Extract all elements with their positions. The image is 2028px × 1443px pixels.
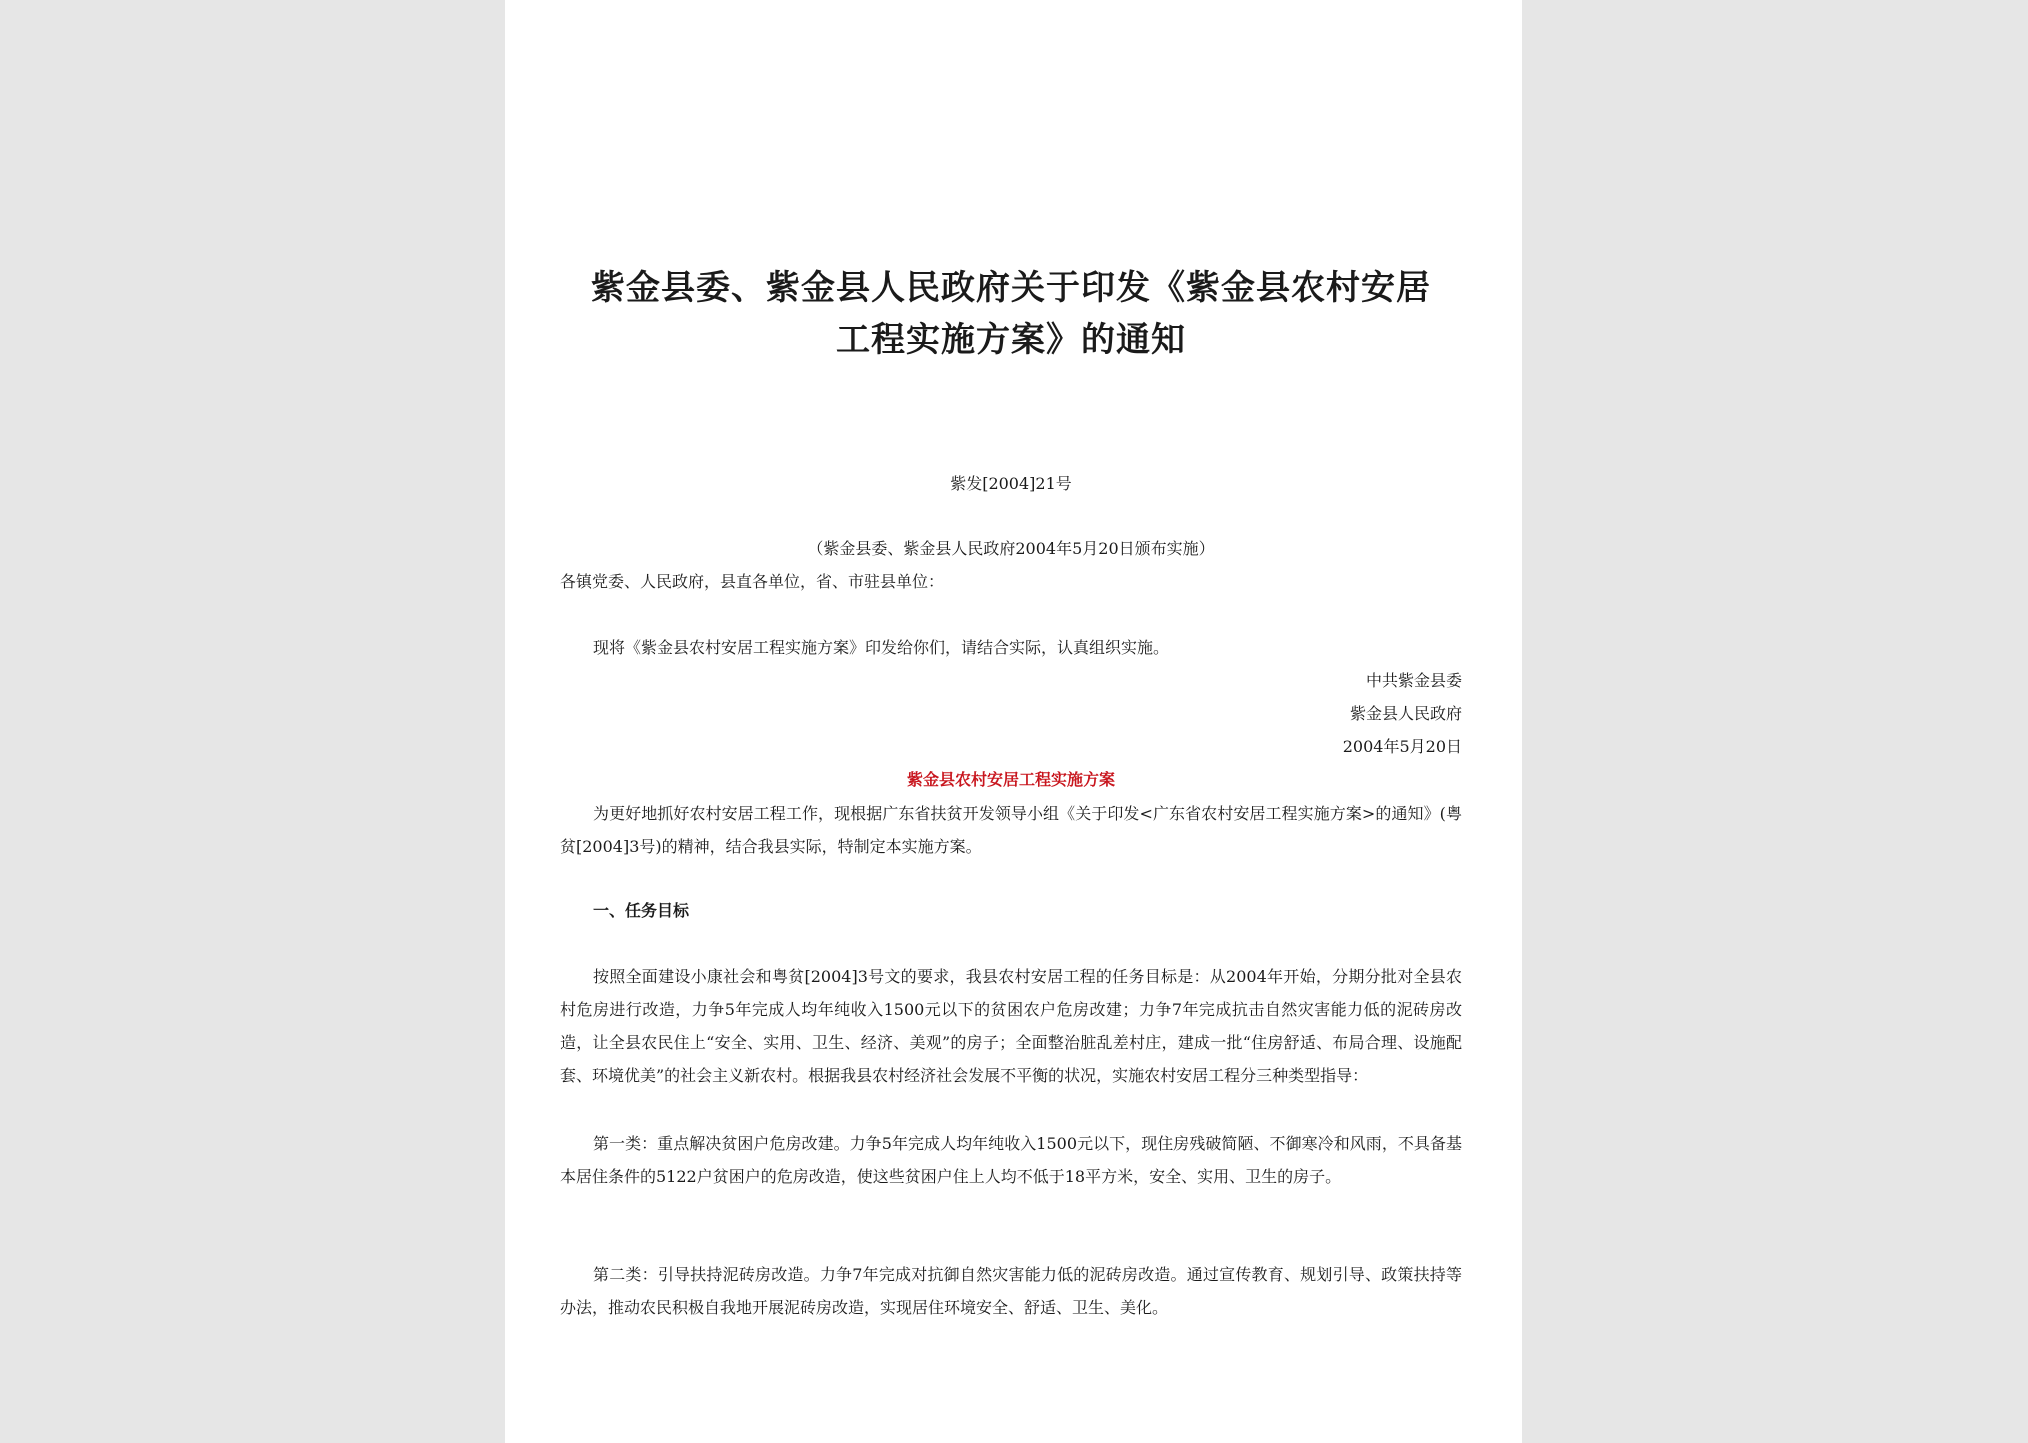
sign-date: 2004年5月20日	[1342, 737, 1462, 756]
document-title	[560, 262, 1462, 366]
issuance-note: （紫金县委、紫金县人民政府2004年5月20日颁布实施）	[807, 539, 1215, 558]
category-1-paragraph: 第一类：重点解决贫困户危房改建。力争5年完成人均年纯收入1500元以下，现住房残破简陋、不御寒冷和风雨，不具备基本居住条件的5122户贫困户的危房改造，使这些贫困户住上人均不低于18平方米，安全、实用、卫生的房子。	[560, 1134, 1462, 1186]
signatory-government: 紫金县人民政府	[1349, 704, 1462, 723]
document-number: 紫发[2004]21号	[950, 474, 1072, 493]
plan-intro-paragraph: 为更好地抓好农村安居工程工作，现根据广东省扶贫开发领导小组《关于印发<广东省农村安居工程实施方案>的通知》(粤贫[2004]3号)的精神，结合我县实际，特制定本实施方案。	[560, 804, 1462, 856]
document-page	[505, 0, 1522, 1443]
plan-title: 紫金县农村安居工程实施方案	[906, 770, 1115, 789]
title-line-2: 工程实施方案》的通知	[836, 320, 1186, 360]
document-content	[560, 0, 1462, 1443]
section-1-heading: 一、任务目标	[593, 901, 690, 920]
salutation: 各镇党委、人民政府，县直各单位，省、市驻县单位：	[560, 572, 945, 591]
section-1-paragraph: 按照全面建设小康社会和粤贫[2004]3号文的要求，我县农村安居工程的任务目标是：从2004年开始，分期分批对全县农村危房进行改造，力争5年完成人均年纯收入1500元以下的贫困农户危房改建；力争7年完成抗击自然灾害能力低的泥砖房改造，让全县农民住上“安全、实用、卫生、经济、美观”的房子；全面整治脏乱差村庄，建成一批“住房舒适、布局合理、设施配套、环境优美”的社会主义新农村。根据我县农村经济社会发展不平衡的状况，实施农村安居工程分三种类型指导：	[560, 967, 1462, 1085]
signatory-party-committee: 中共紫金县委	[1365, 671, 1462, 690]
category-2-paragraph: 第二类：引导扶持泥砖房改造。力争7年完成对抗御自然灾害能力低的泥砖房改造。通过宣传教育、规划引导、政策扶持等办法，推动农民积极自我地开展泥砖房改造，实现居住环境安全、舒适、卫生、美化。	[560, 1265, 1462, 1317]
body-intro: 现将《紫金县农村安居工程实施方案》印发给你们，请结合实际，认真组织实施。	[593, 638, 1170, 657]
title-line-1: 紫金县委、紫金县人民政府关于印发《紫金县农村安居	[591, 268, 1431, 308]
